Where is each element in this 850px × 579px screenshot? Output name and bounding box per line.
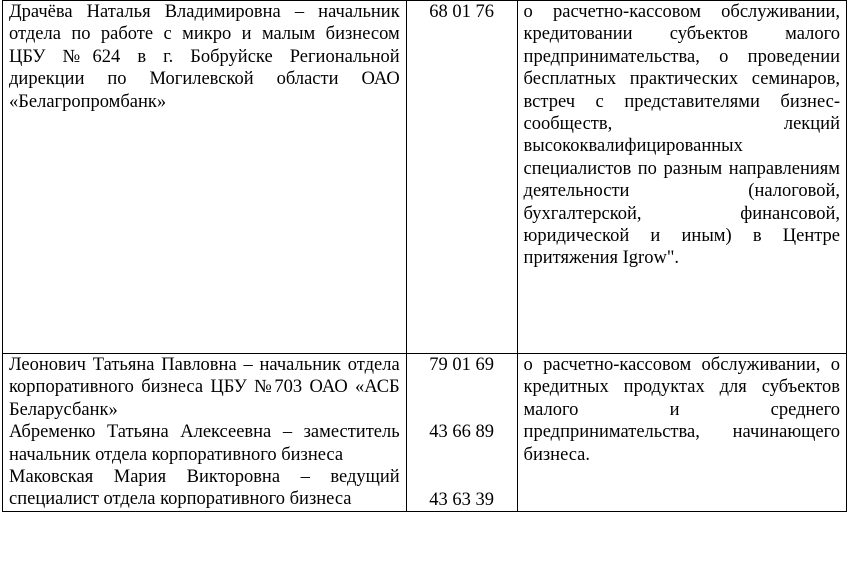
phone-cell (406, 1, 517, 354)
phone-number: 43 66 89 (429, 422, 494, 443)
phone-number: 43 63 39 (429, 489, 494, 510)
person-text: Абременко Татьяна Алексеевна – заместитель начальник отдела корпоративного бизнеса (9, 422, 400, 465)
person-text: Драчёва Наталья Владимировна – начальник отдела по работе с микро и малым бизнесом ЦБУ №624 в г. Бобруйске Региональной дирекции по Могилевской области ОАО «Белагропромбанк» (9, 2, 400, 112)
topics-cell (517, 354, 846, 512)
topics-text: о расчетно-кассовом обслуживании, кредитовании субъектов малого предпринимательства, о проведении бесплатных практических семинаров, встреч с представителями бизнес-сообществ, лекций высококвалифицированных специалистов по разным направлениям деятельности (налоговой, бухгалтерской, финансовой, юридической и иным) в Центре притяжения Igrow". (523, 2, 840, 269)
phone-number: 79 01 69 (429, 355, 494, 375)
topics-text: о расчетно-кассовом обслуживании, о кредитных продуктах для субъектов малого и среднего предпринимательства, начинающего бизнеса. (523, 355, 840, 465)
table-row (3, 1, 847, 354)
table-row (3, 354, 847, 512)
person-text: Леонович Татьяна Павловна – начальник отдела корпоративного бизнеса ЦБУ №703 ОАО «АСБ Беларусбанк» (9, 355, 400, 420)
phone-cell (406, 354, 517, 512)
phone-number: 68 01 76 (429, 2, 494, 22)
person-text: Маковская Мария Викторовна – ведущий специалист отдела корпоративного бизнеса (9, 467, 400, 510)
person-cell (3, 1, 407, 354)
topics-cell (517, 1, 846, 354)
person-cell (3, 354, 407, 512)
contacts-table (2, 0, 847, 512)
